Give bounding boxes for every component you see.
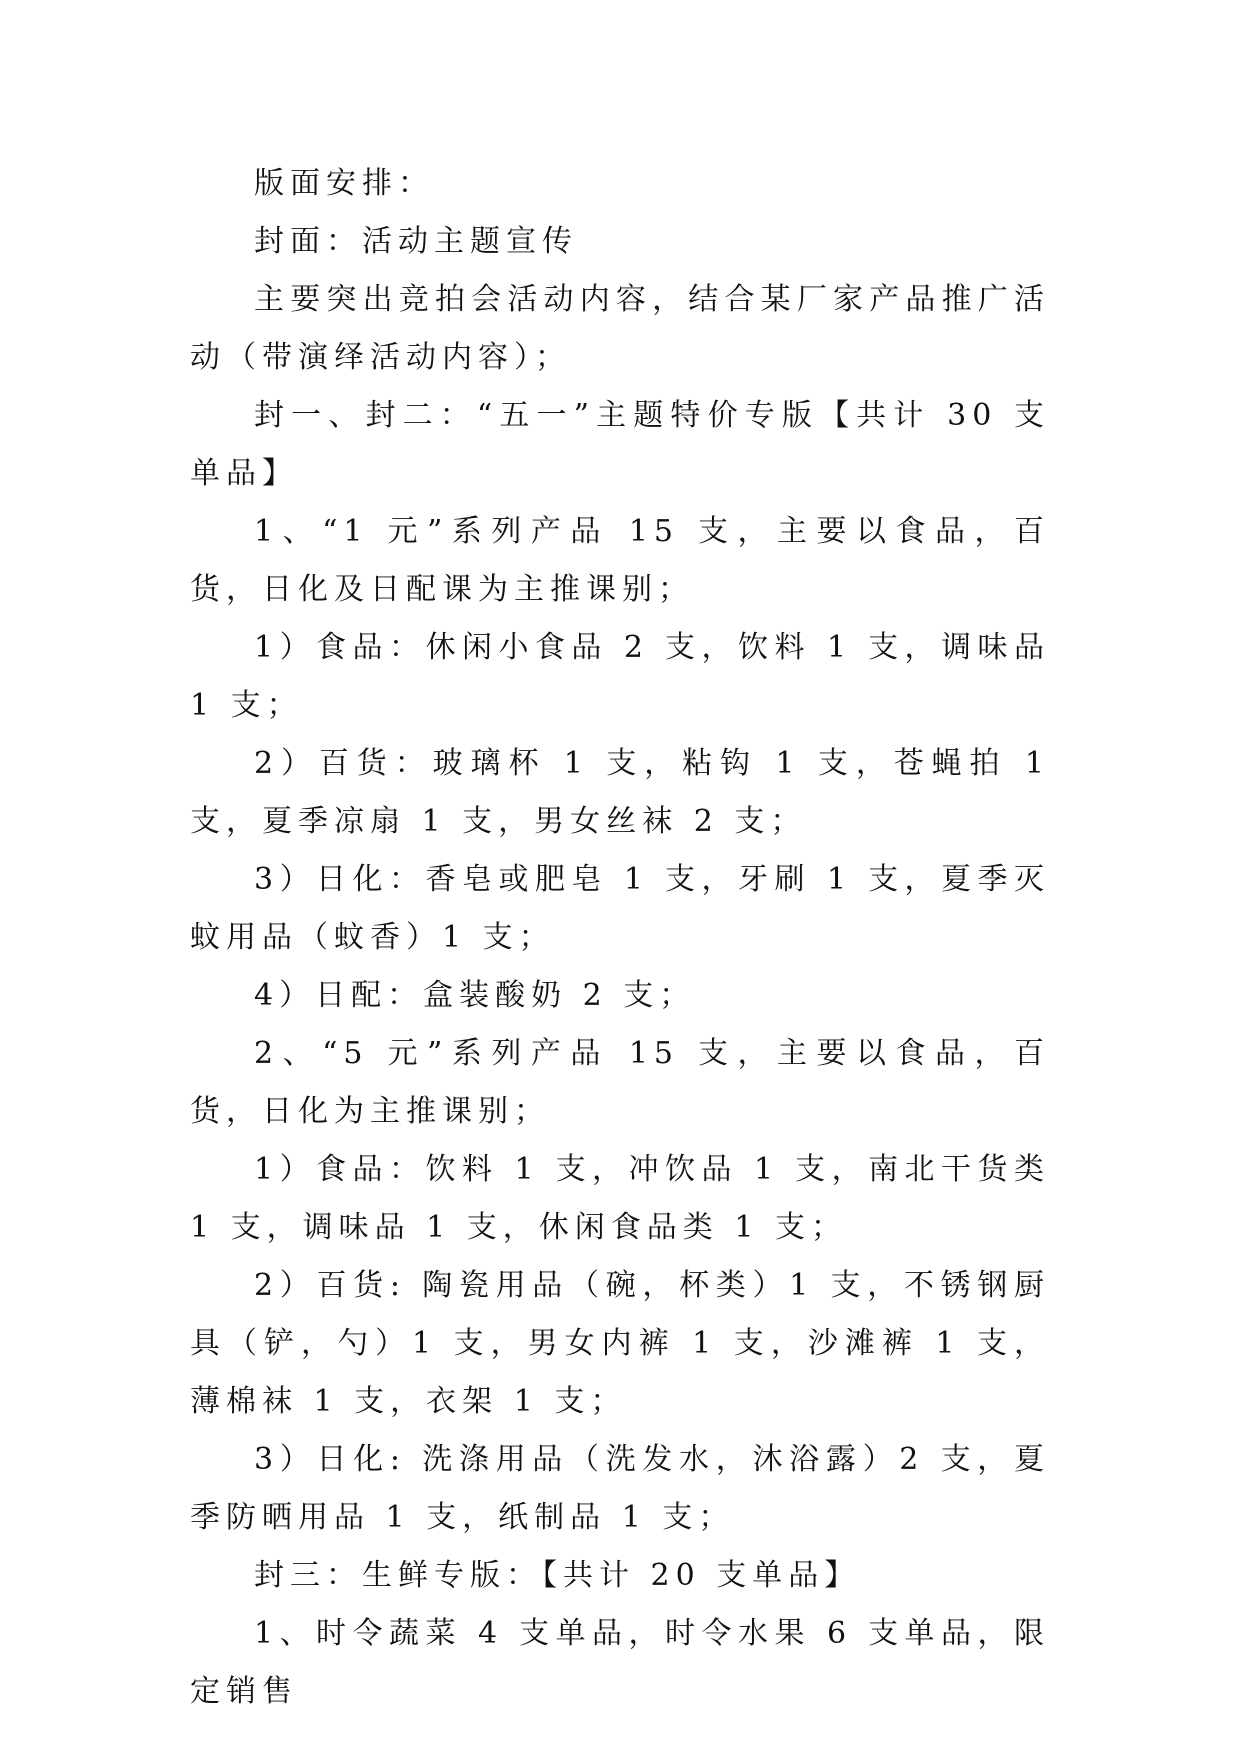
paragraph-fresh-produce: 1、时令蔬菜 4 支单品，时令水果 6 支单品，限定销售 bbox=[190, 1616, 1050, 1709]
paragraph-five-yuan-food: 1）食品：饮料 1 支，冲饮品 1 支，南北干货类 1 支，调味品 1 支，休闲食品类 1 支； bbox=[190, 1152, 1050, 1245]
paragraph-five-yuan-general: 2）百货: 陶瓷用品（碗，杯类）1 支，不锈钢厨具（铲，勺）1 支，男女内裤 1 支，沙滩裤 1 支，薄棉袜 1 支，衣架 1 支； bbox=[190, 1268, 1050, 1419]
document-body bbox=[190, 155, 1050, 1721]
paragraph-one-yuan-daily-chem: 3）日化：香皂或肥皂 1 支，牙刷 1 支，夏季灭蚊用品（蚊香）1 支； bbox=[190, 862, 1050, 955]
paragraph-one-yuan-daily-dist: 4）日配：盒装酸奶 2 支； bbox=[254, 978, 696, 1013]
paragraph-cover-three: 封三：生鲜专版：【共计 20 支单品】 bbox=[254, 1558, 861, 1593]
paragraph-five-yuan-series: 2、“5 元”系列产品 15 支，主要以食品，百货，日化为主推课别； bbox=[190, 1036, 1050, 1129]
paragraph-cover-one-two: 封一、封二：“五一”主题特价专版【共计 30 支单品】 bbox=[190, 398, 1050, 491]
paragraph-one-yuan-general: 2）百货：玻璃杯 1 支，粘钩 1 支，苍蝇拍 1 支，夏季凉扇 1 支，男女丝袜 2 支； bbox=[190, 746, 1050, 839]
paragraph-five-yuan-daily-chem: 3）日化: 洗涤用品（洗发水，沐浴露）2 支，夏季防晒用品 1 支，纸制品 1 支； bbox=[190, 1442, 1050, 1535]
paragraph-cover-detail: 主要突出竞拍会活动内容，结合某厂家产品推广活动（带演绎活动内容）； bbox=[190, 282, 1050, 375]
paragraph-layout-heading: 版面安排： bbox=[254, 166, 434, 201]
paragraph-cover: 封面：活动主题宣传 bbox=[254, 224, 578, 259]
paragraph-one-yuan-food: 1）食品：休闲小食品 2 支，饮料 1 支，调味品 1 支； bbox=[190, 630, 1050, 723]
paragraph-one-yuan-series: 1、“1 元”系列产品 15 支，主要以食品，百货，日化及日配课为主推课别； bbox=[190, 514, 1050, 607]
